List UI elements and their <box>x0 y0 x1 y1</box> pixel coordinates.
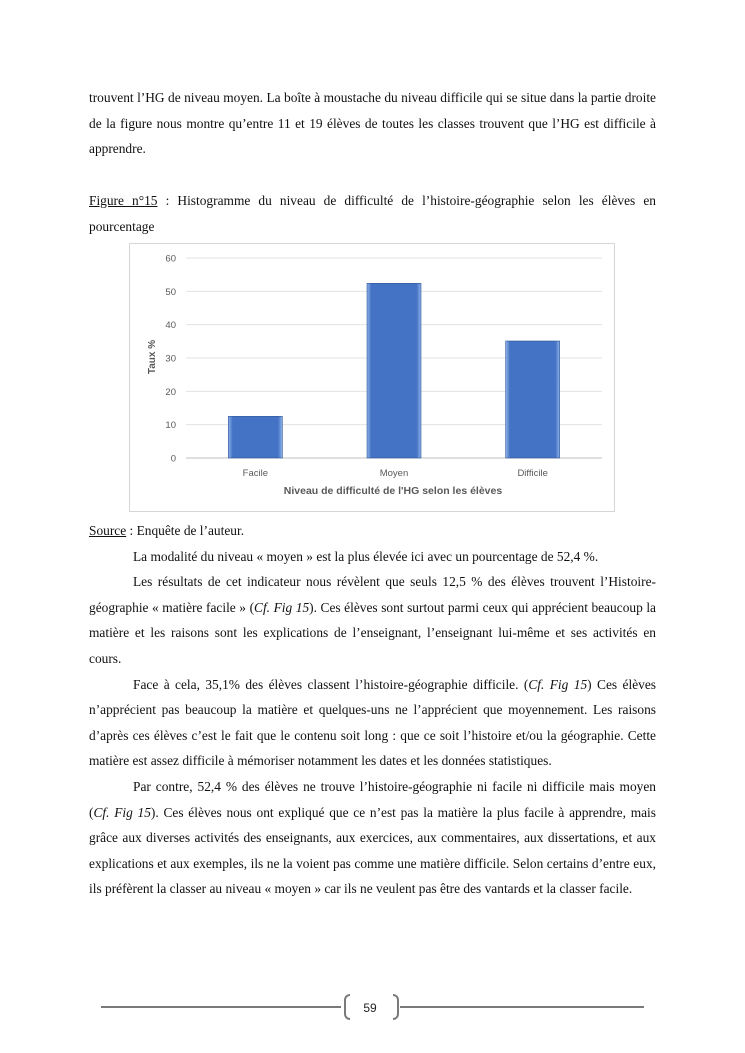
bar-facile <box>228 416 282 458</box>
figure-caption <box>89 188 656 239</box>
bar-chart <box>129 243 615 512</box>
fig-ref: Cf. Fig 15 <box>254 599 310 615</box>
footer-rule-right <box>400 1006 644 1008</box>
figure-label: Figure n°15 <box>89 193 158 208</box>
y-axis-title: Taux % <box>147 339 158 375</box>
source-label: Source <box>89 523 127 538</box>
intro-paragraph <box>89 85 656 162</box>
x-tick-label: Moyen <box>379 468 409 479</box>
y-tick-label: 10 <box>165 420 176 432</box>
y-tick-label: 40 <box>165 320 176 332</box>
y-tick-label: 20 <box>165 386 176 398</box>
y-tick-label: 50 <box>165 286 176 298</box>
intro-text: trouvent l’HG de niveau moyen. La boîte à moustache du niveau difficile qui se situe dans la partie droite de la figure nous montre qu’entre 11 et 19 élèves de toutes les classes trouvent que l’HG est difficile à apprendre. <box>89 90 656 157</box>
bar-chart-svg <box>130 244 614 511</box>
bar-difficile <box>506 341 560 458</box>
paragraph-2: Les résultats de cet indicateur nous révèlent que seuls 12,5 % des élèves trouvent l’Histoire-géographie « matière facile » (Cf. Fig 15). Ces élèves sont surtout parmi ceux qui apprécient beaucoup la matière et les raisons sont les explications de l’enseignant, l’enseignant lui-même et ses activités en cours. <box>89 574 657 666</box>
y-tick-label: 30 <box>165 353 176 365</box>
x-tick-label: Facile <box>242 468 269 479</box>
figure-caption-text: : Histogramme du niveau de difficulté de l’histoire-géographie selon les élèves en pourcentage <box>89 193 656 234</box>
x-axis-title: Niveau de difficulté de l'HG selon les élèves <box>283 485 503 497</box>
footer-rule-left <box>101 1006 341 1008</box>
body-text <box>89 518 656 902</box>
fig-ref: Cf. Fig 15 <box>528 676 588 692</box>
fig-ref: Cf. Fig 15 <box>93 804 151 820</box>
bar-moyen <box>367 283 421 458</box>
page-number: 59 <box>363 1001 377 1015</box>
paragraph-1: La modalité du niveau « moyen » est la plus élevée ici avec un pourcentage de 52,4 %. <box>133 548 599 564</box>
x-tick-label: Difficile <box>517 468 548 479</box>
source-text: : Enquête de l’auteur. <box>126 523 245 538</box>
paragraph-3: Face à cela, 35,1% des élèves classent l’histoire-géographie difficile. (Cf. Fig 15) Ces élèves n’apprécient pas beaucoup la matière et quelques-uns ne l’apprécient que moyennement. Les raisons d’après ces élèves c’est le fait que le contenu soit long : que ce soit l’histoire et/ou la géographie. Cette matière est assez difficile à mémoriser notamment les dates et les données statistiques. <box>89 676 656 769</box>
paragraph-4: Par contre, 52,4 % des élèves ne trouve l’histoire-géographie ni facile ni difficile mais moyen (Cf. Fig 15). Ces élèves nous ont expliqué que ce n’est pas la matière la plus facile à apprendre, mais grâce aux diverses activités des enseignants, aux exercices, aux commentaires, aux dissertations, et aux explications et aux exemples, ils ne la voient pas comme une matière difficile. Selon certains d’entre eux, ils préfèrent la classer au niveau « moyen » car ils ne veulent pas être des vantards et la classer facile. <box>89 778 656 897</box>
y-tick-label: 60 <box>165 253 176 265</box>
y-tick-label: 0 <box>170 453 176 465</box>
